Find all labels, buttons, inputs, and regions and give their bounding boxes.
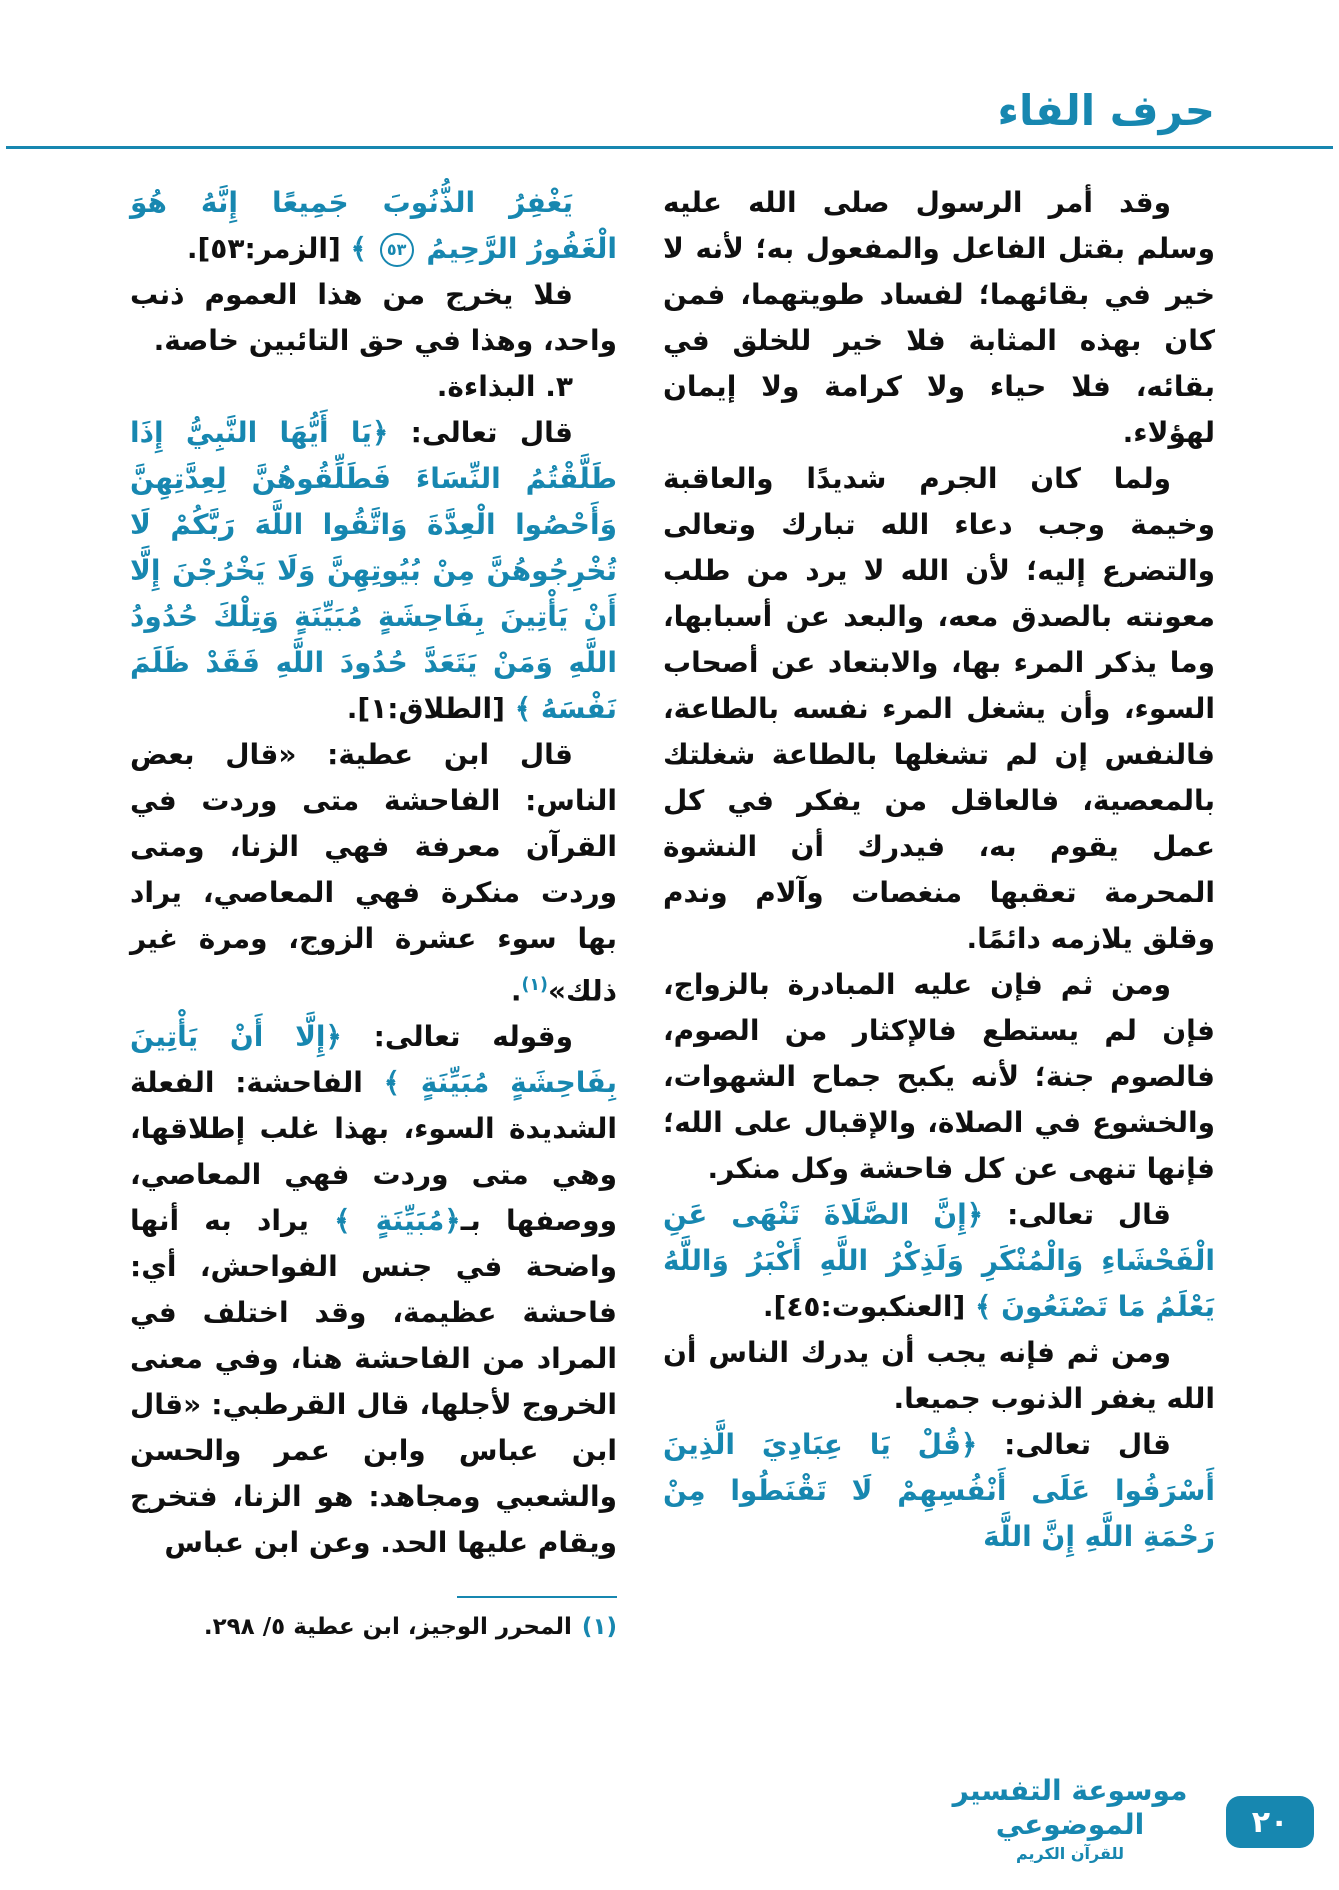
paragraph (130, 272, 617, 364)
body-text: يراد به أنها واضحة في جنس الفواحش، أي: فاحشة عظيمة، وقد اختلف في المراد من الفاحشة هنا، وفي معنى الخروج لأجلها، قال القرطبي: «قال ابن عباس وابن عمر والحسن والشعبي ومجاهد: هو الزنا، فتخرج ويقام عليها الحد. وعن ابن عباس (130, 1204, 617, 1560)
body-text: ومن ثم فإن عليه المبادرة بالزواج، فإن لم يستطع فالإكثار من الصوم، فالصوم جنة؛ لأنه يكبح جماح الشهوات، والخشوع في الصلاة، والإقبال على الله؛ فإنها تنهى عن كل فاحشة وكل منكر. (663, 968, 1215, 1185)
paragraph (663, 1330, 1215, 1422)
page-content (130, 180, 1215, 1644)
quran-verse: ﴿إِلَّا أَنْ يَأْتِينَ بِفَاحِشَةٍ مُبَيِّنَةٍ ﴾ (130, 1020, 617, 1100)
footnote-divider-rule (457, 1596, 617, 1598)
text-column-right (663, 180, 1215, 1560)
verse-reference: [الطلاق:١]. (346, 692, 515, 725)
body-text: الفاحشة: الفعلة الشديدة السوء، بهذا غلب إطلاقها، وهي متى وردت فهي المعاصي، ووصفها بـ (130, 1066, 617, 1238)
paragraph (663, 962, 1215, 1192)
paragraph (663, 1422, 1215, 1560)
quran-verse: ﴿يَا أَيُّهَا النَّبِيُّ إِذَا طَلَّقْتُمُ النِّسَاءَ فَطَلِّقُوهُنَّ لِعِدَّتِهِنَّ وَأَحْصُوا الْعِدَّةَ وَاتَّقُوا اللَّهَ رَبَّكُمْ لَا تُخْرِجُوهُنَّ مِنْ بُيُوتِهِنَّ وَلَا يَخْرُجْنَ إِلَّا أَنْ يَأْتِينَ بِفَاحِشَةٍ مُبَيِّنَةٍ وَتِلْكَ حُدُودُ اللَّهِ وَمَنْ يَتَعَدَّ حُدُودَ اللَّهِ فَقَدْ ظَلَمَ نَفْسَهُ ﴾ (130, 416, 617, 725)
quran-verse: ﴿إِنَّ الصَّلَاةَ تَنْهَى عَنِ الْفَحْشَاءِ وَالْمُنْكَرِ وَلَذِكْرُ اللَّهِ أَكْبَرُ وَاللَّهُ يَعْلَمُ مَا تَصْنَعُونَ ﴾ (663, 1198, 1215, 1323)
quran-verse: ﴿قُلْ يَا عِبَادِيَ الَّذِينَ أَسْرَفُوا عَلَى أَنْفُسِهِمْ لَا تَقْنَطُوا مِنْ رَحْمَةِ اللَّهِ إِنَّ اللَّهَ (663, 1428, 1215, 1553)
publisher-logo (945, 1774, 1195, 1863)
section-heading (130, 364, 617, 410)
body-text: فلا يخرج من هذا العموم ذنب واحد، وهذا في حق التائبين خاصة. (130, 278, 617, 357)
body-text: قال تعالى: (388, 416, 574, 449)
text-column-left (130, 180, 617, 1644)
paragraph (130, 732, 617, 1014)
body-text: قال تعالى: (983, 1198, 1172, 1231)
verse-reference: [الزمر:٥٣]. (186, 232, 351, 265)
paragraph (130, 1014, 617, 1566)
paragraph (663, 180, 1215, 456)
body-text: . (510, 974, 522, 1008)
publisher-logo-subtitle: للقرآن الكريم (1015, 1844, 1125, 1864)
publisher-logo-title: موسوعة التفسير الموضوعي (952, 1774, 1188, 1841)
body-text: قال ابن عطية: «قال بعض الناس: الفاحشة متى وردت في القرآن معرفة فهي الزنا، ومتى وردت منكرة فهي المعاصي، يراد بها سوء عشرة الزوج، ومرة غير ذلك» (130, 738, 617, 1008)
paragraph (663, 456, 1215, 962)
ayah-number: ٥٣ (380, 233, 414, 267)
paragraph (130, 410, 617, 732)
footnote-marker: (١) (521, 975, 548, 995)
body-text: ٣. البذاءة. (436, 370, 573, 403)
body-text: ومن ثم فإنه يجب أن يدرك الناس أن الله يغفر الذنوب جميعا. (663, 1336, 1215, 1415)
page-number: ٢٠ (1251, 1804, 1289, 1840)
header-divider-rule (6, 146, 1333, 149)
paragraph (130, 180, 617, 272)
body-text: ولما كان الجرم شديدًا والعاقبة وخيمة وجب دعاء الله تبارك وتعالى والتضرع إليه؛ لأن الله لا يرد من طلب معونته بالصدق معه، والبعد عن أسبابها، وما يذكر المرء بها، والابتعاد عن أصحاب السوء، وأن يشغل المرء نفسه بالطاعة، فالنفس إن لم تشغلها بالطاعة شغلتك بالمعصية، فالعاقل من يفكر في كل عمل يقوم به، فيدرك أن النشوة المحرمة تعقبها منغصات وآلام وندم وقلق يلازمه دائمًا. (663, 462, 1215, 955)
body-text: قال تعالى: (977, 1428, 1171, 1461)
body-text: وقوله تعالى: (341, 1020, 574, 1054)
body-text: وقد أمر الرسول صلى الله عليه وسلم بقتل الفاعل والمفعول به؛ لأنه لا خير في بقائهما؛ لفساد طويتهما، فمن كان بهذه المثابة فلا خير للخلق في بقائه، فلا حياء ولا كرامة ولا إيمان لهؤلاء. (663, 186, 1215, 449)
quran-verse: يَغْفِرُ الذُّنُوبَ جَمِيعًا إِنَّهُ هُوَ الْغَفُورُ الرَّحِيمُ (130, 186, 617, 265)
footnote-marker: (١) (581, 1614, 617, 1641)
page-number-badge (1226, 1796, 1314, 1848)
quran-verse: ﴿مُبَيِّنَةٍ ﴾ (334, 1204, 461, 1238)
chapter-title: حرف الفاء (997, 86, 1215, 135)
quran-verse: ﴾ (350, 232, 377, 265)
footnote (130, 1596, 617, 1644)
paragraph (663, 1192, 1215, 1330)
footnote-text: المحرر الوجيز، ابن عطية ٥/ ٢٩٨. (203, 1614, 572, 1641)
verse-reference: [العنكبوت:٤٥]. (762, 1290, 975, 1323)
